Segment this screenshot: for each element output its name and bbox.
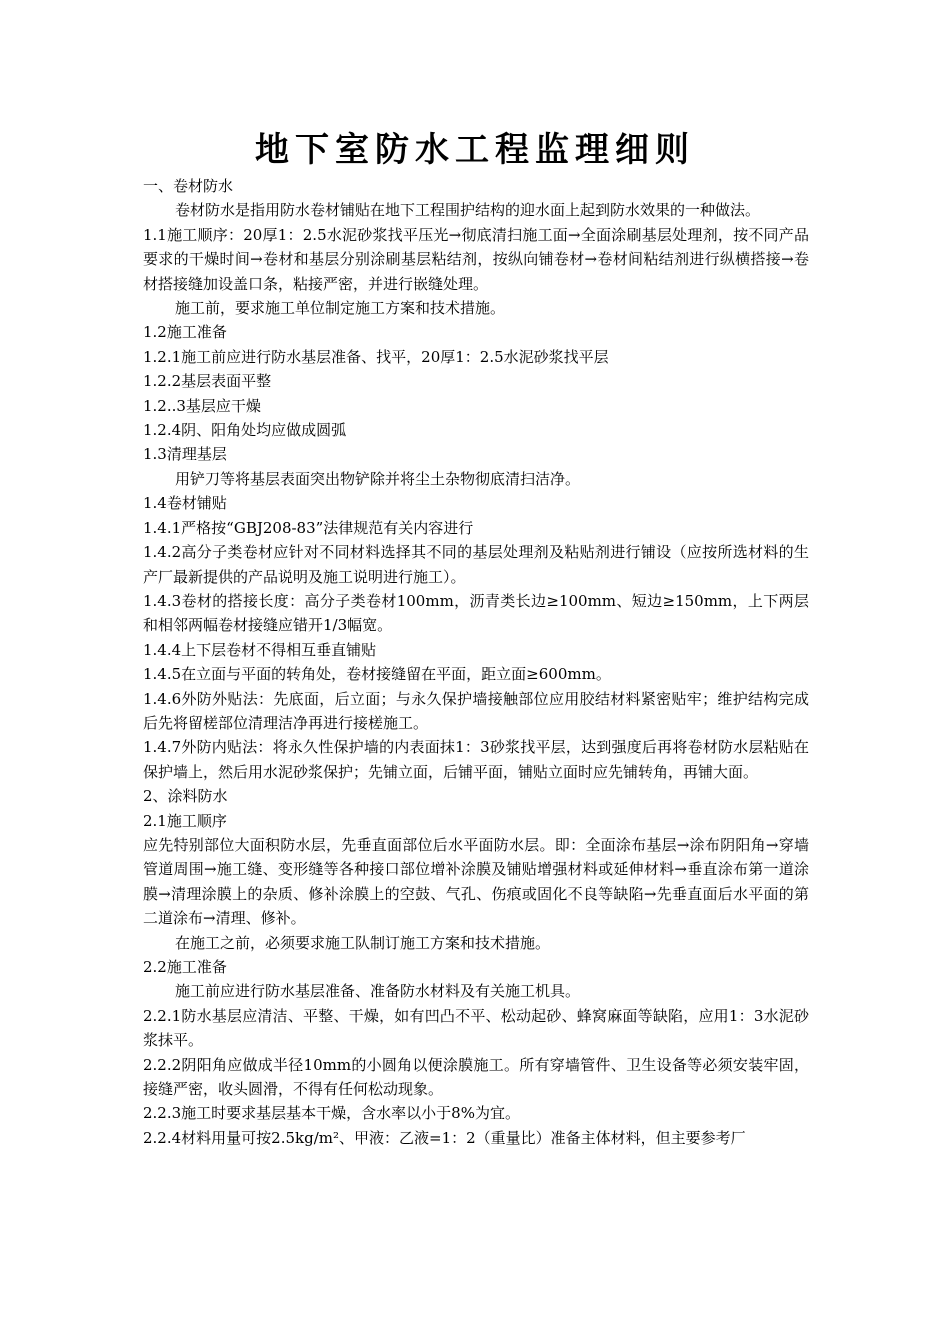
paragraph: 2.2施工准备 [143,958,227,976]
paragraph: 施工前，要求施工单位制定施工方案和技术措施。 [175,299,506,318]
paragraph: 1.4.2高分子类卷材应针对不同材料选择其不同的基层处理剂及粘贴剂进行铺设（应按所选材料的生产厂最新提供的产品说明及施工说明进行施工）。 [143,543,809,586]
paragraph: 1.4.5在立面与平面的转角处，卷材接缝留在平面，距立面≥600mm。 [143,665,611,684]
paragraph: 1.4.4上下层卷材不得相互垂直铺贴 [143,640,377,659]
paragraph: 用铲刀等将基层表面突出物铲除并将尘土杂物彻底清扫洁净。 [175,469,581,488]
paragraph: 2.2.4材料用量可按2.5kg/m²、甲液：乙液=1：2（重量比）准备主体材料，但主要参考厂 [143,1128,746,1147]
paragraph: 一、卷材防水 [143,177,234,195]
paragraph: 2.2.2阴阳角应做成半径10mm的小圆角以便涂膜施工。所有穿墙管件、卫生设备等必须安装牢固，接缝严密，收头圆滑，不得有任何松动现象。 [143,1055,809,1099]
paragraph: 2.2.1防水基层应清洁、平整、干燥，如有凹凸不平、松动起砂、蜂窝麻面等缺陷，应用1：3水泥砂浆抹平。 [143,1006,809,1050]
document-body [143,174,809,1150]
paragraph: 1.4.6外防外贴法：先底面，后立面；与永久保护墙接触部位应用胶结材料紧密贴牢；维护结构完成后先将留槎部位清理洁净再进行接槎施工。 [143,689,809,732]
paragraph: 1.1施工顺序：20厚1：2.5水泥砂浆找平压光→彻底清扫施工面→全面涂刷基层处理剂，按不同产品要求的干燥时间→卷材和基层分别涂刷基层粘结剂，按纵向铺卷材→卷材间粘结剂进行纵横搭接→卷材搭接缝加设盖口条，粘接严密，并进行嵌缝处理。 [143,225,809,293]
paragraph: 1.4.1严格按“GBJ208-83”法律规范有关内容进行 [143,518,474,537]
paragraph: 1.4.7外防内贴法：将永久性保护墙的内表面抹1：3砂浆找平层，达到强度后再将卷材防水层粘贴在保护墙上，然后用水泥砂浆保护；先铺立面，后铺平面，铺贴立面时应先铺转角，再铺大面。 [143,738,809,781]
paragraph: 应先特别部位大面积防水层，先垂直面部位后水平面防水层。即：全面涂布基层→涂布阴阳角→穿墙管道周围→施工缝、变形缝等各种接口部位增补涂膜及铺贴增强材料或延伸材料→垂直涂布第一道涂膜→清理涂膜上的杂质、修补涂膜上的空鼓、气孔、伤痕或固化不良等缺陷→先垂直面后水平面的第二道涂布→清理、修补。 [143,835,809,928]
paragraph: 卷材防水是指用防水卷材铺贴在地下工程围护结构的迎水面上起到防水效果的一种做法。 [175,201,761,220]
paragraph: 1.2..3基层应干燥 [143,396,261,415]
paragraph: 在施工之前，必须要求施工队制订施工方案和技术措施。 [175,933,551,952]
paragraph: 1.2.2基层表面平整 [143,372,272,391]
paragraph: 1.2.1施工前应进行防水基层准备、找平，20厚1：2.5水泥砂浆找平层 [143,347,609,366]
paragraph: 1.4卷材铺贴 [143,494,227,513]
paragraph: 1.2.4阴、阳角处均应做成圆弧 [143,421,347,440]
paragraph: 施工前应进行防水基层准备、准备防水材料及有关施工机具。 [175,982,581,1001]
paragraph: 2、涂料防水 [143,787,228,806]
paragraph: 2.1施工顺序 [143,811,227,830]
paragraph: 1.3清理基层 [143,445,227,464]
paragraph: 1.2施工准备 [143,323,227,342]
paragraph: 1.4.3卷材的搭接长度：高分子类卷材100mm，沥青类长边≥100mm、短边≥150mm，上下两层和相邻两幅卷材接缝应错开1/3幅宽。 [143,591,809,635]
paragraph: 2.2.3施工时要求基层基本干燥，含水率以小于8%为宜。 [143,1104,520,1123]
document-title: 地下室防水工程监理细则 [255,130,695,170]
